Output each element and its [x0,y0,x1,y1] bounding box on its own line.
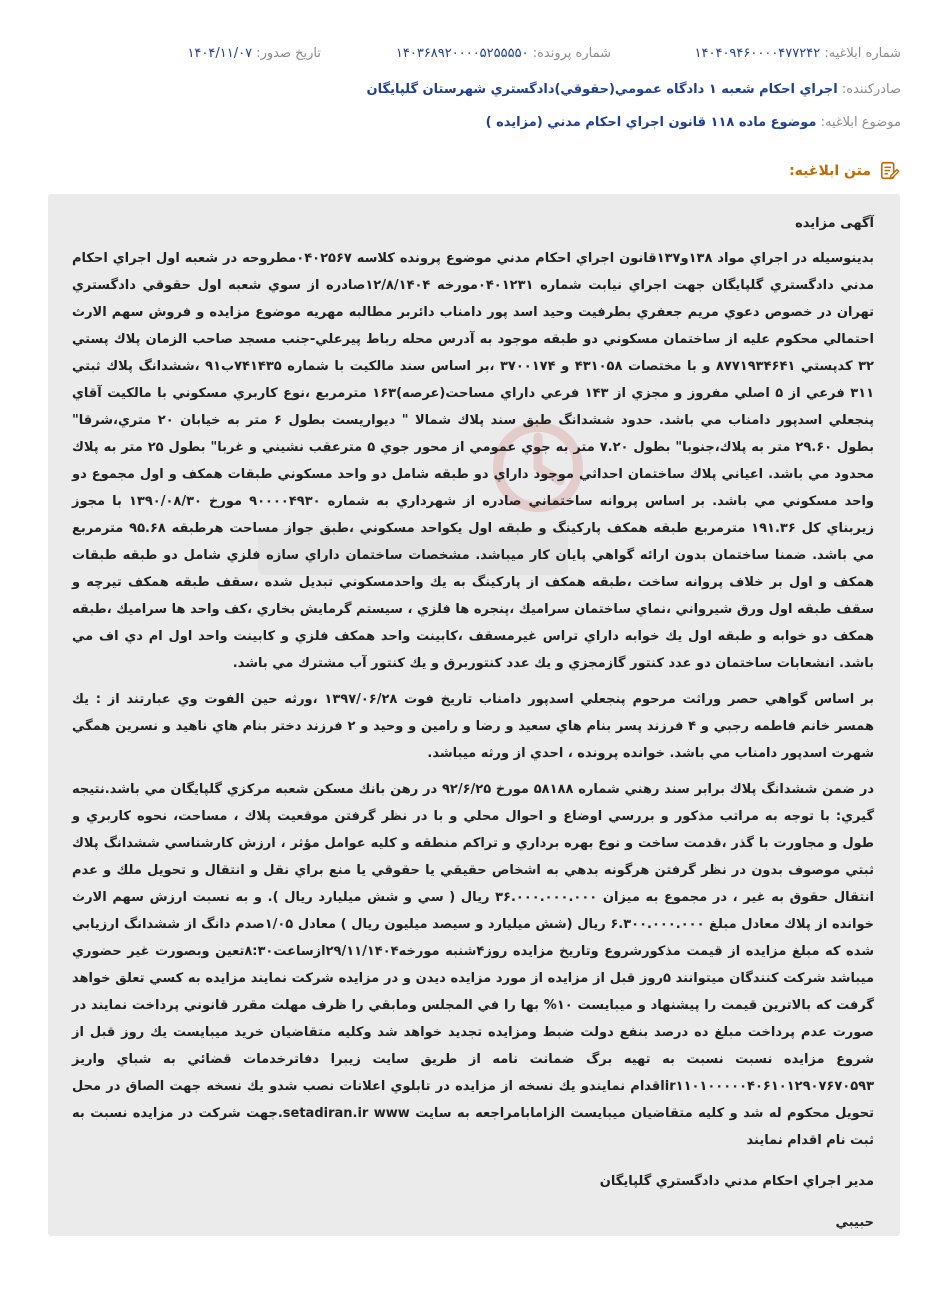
case-number: شماره پرونده: ۱۴۰۳۶۸۹۲۰۰۰۰۵۲۵۵۵۵۰ [395,46,611,61]
paragraph-terms: در ضمن ششدانگ پلاك برابر سند رهني شماره ۵۸۱۸۸ مورخ ۹۲/۶/۲۵ در رهن بانك مسكن شعبه مركزي گلپايگان مي باشد.نتيجه گيري: با توجه به مراتب مذكور و بررسي اوضاع و احوال محلي و با در نظر گرفتن موقعيت پلاك ، مساحت، نحوه كاربري و طول و مجاورت با گذر ،قدمت ساخت و نوع بهره برداري و تراكم منطقه و كليه عوامل مؤثر ، ارزش كارشناسي ششدانگ پلاك ثبتي موصوف بدون در نظر گرفتن هرگونه بدهي به اشخاص حقيقي يا حقوقي يا منع براي نقل و انتقال و تحويل ملك و عدم انتقال حقوق به غير ، در مجموع به ميزان ۳۶.۰۰۰.۰۰۰.۰۰۰ ريال ( سي و شش ميليارد ريال ). و به نسبت ارزش سهم الارث خوانده از پلاك معادل مبلغ ۶.۳۰۰.۰۰۰.۰۰۰ ريال (شش ميليارد و سيصد ميليون ريال ) معادل ۱/۰۵صدم دانگ از ششدانگ ارزيابي شده كه مبلغ مزايده از قيمت مذكورشروع وتاريخ مزايده روز۴شنبه مورخه۲۹/۱۱/۱۴۰۴ازساعت۸:۳۰تعين وبصورت غير حضوري ميباشد شركت كنندگان ميتوانند ۵روز قبل از مزايده از مورد مزايده ديدن و در مزايده شركت نمايند مزايده به كسي تعلق خواهد گرفت كه بالاترين قيمت را پيشنهاد و ميبايست ۱۰% بها را في المجلس ومابقي را ظرف مهلت مقرر قانوني پرداخت نمايند در صورت عدم پرداخت مبلغ ده درصد بنفع دولت ضبط ومزايده تجديد خواهد شد وكليه متقاضيان خريد ميبايست يك روز قبل از شروع مزايده نسبت نسبت به تهيه برگ ضمانت نامه از طريق سايت زيبرا دفاترخدمات قضائي به شباي واريز ir۱۱۰۱۰۰۰۰۰۴۰۶۱۰۱۲۹۰۷۶۷۰۵۹۳اقدام نمايندو يك نسخه از مزايده در تابلوي اعلانات نصب شدو يك نسخه جهت الصاق در محل تحويل محكوم له شد و كليه متقاضيان ميبايست الزامابامراجعه به سايت setadiran.ir www.جهت شركت در مزايده نسبت به ثبت نام اقدام نمايند [72,782,875,1148]
signature-name: حبيبي [835,1215,874,1230]
paragraph-heirs: بر اساس گواهي حصر وراثت مرحوم پنجعلي اسدپور دامناب تاريخ فوت ۱۳۹۷/۰۶/۲۸ ،ورثه حين الفوت وي عبارتند از : يك همسر خانم فاطمه رجبي و ۴ فرزند پسر بنام هاي سعيد و رضا و رامين و وحيد و ۲ فرزند دختر بنام هاي ناهيد و نسرين همگي شهرت اسدپور دامناب مي باشد. خوانده پرونده ، احدي از ورثه ميباشد. [72,692,874,761]
issuer-value: اجراي احكام شعبه ۱ دادگاه عمومي(حقوقي)دادگستري شهرستان گلپايگان [366,82,838,97]
paragraph-property: بدينوسيله در اجراي مواد ۱۳۸و۱۳۷قانون اجراي احكام مدني موضوع پرونده كلاسه ۰۴۰۲۵۶۷مطروحه در شعبه اول اجراي احكام مدني دادگستري گلپايگان جهت اجراي نيابت شماره ۰۴۰۱۲۳۱مورخه ۱۲/۸/۱۴۰۴صادره از سوي شعبه اول حقوقي دادگستري تهران در خصوص دعوي مريم جعفري بطرفيت وحيد اسد پور دامناب دائربر مطالبه مهريه موضوع مزايده و فروش سهم الارث احتمالي محكوم عليه از ساختمان مسكوني دو طبقه موجود به آدرس محله رباط پيرعلي-جنب مسجد صاحب الزمان پلاك پستي ۳۲ كدپستي ۸۷۷۱۹۳۴۶۴۱ و با مختصات ۴۳۱۰۵۸ و ۳۷۰۰۱۷۴ ،بر اساس سند مالكيت با شماره ۷۴۱۴۳۵ب۹۱ ،ششدانگ پلاك ثبتي ۳۱۱ فرعي از ۵ اصلي مفروز و مجزي از ۱۴۳ فرعي داراي مساحت(عرصه)۱۶۳ مترمربع ،نوع كاربري مسكوني با مالكيت آقاي پنجعلي اسدپور دامناب مي باشد. حدود ششدانگ طبق سند پلاك شمالا " ديواريست بطول ۶ متر به خيابان ۲۰ متري،شرقا" بطول ۲۹.۶۰ متر به پلاك،جنوبا" بطول ۷.۲۰ متر به جوي عمومي از محور جوي ۵ مترعقب نشيني و غربا" بطول ۲۵ متر به پلاك محدود مي باشد. اعياني پلاك ساختمان احداثي موجود داراي دو طبقه شامل دو واحد مسكوني طبقات همكف و اول مجموع دو واحد مسكوني مي باشد. بر اساس پروانه ساختماني صادره از شهرداري به شماره ۹۰۰۰۰۴۹۳۰ مورخ ۱۳۹۰/۰۸/۳۰ با مجوز زيربناي كل ۱۹۱.۳۶ مترمربع طبقه همكف پاركينگ و طبقه اول يكواحد مسكوني ،طبق جواز مساحت هرطبقه ۹۵.۶۸ مترمربع مي باشد. ضمنا ساختمان بدون ارائه گواهي پايان كار ميباشد. مشخصات ساختمان داراي سازه فلزي شامل دو طبقه طبقات همكف و اول بر خلاف پروانه ساخت ،طبقه همكف از پاركينگ به يك واحدمسكوني تبديل شده ،سقف طبقه همكف تيرچه و سقف طبقه اول ورق شيرواني ،نماي ساختمان سراميك ،پنجره ها فلزي ، سيستم گرمايش بخاري ،كف واحد ها سراميك ،طبقه همكف دو خوابه و طبقه اول يك خوابه داراي تراس غيرمسقف ،كابينت واحد همكف فلزي و كابينت واحد اول ام دي اف مي باشد. انشعابات ساختمان دو عدد كنتور گازمجزي و يك عدد كنتوربرق و يك كنتور آب مشترك مي باشد. [72,251,875,671]
issuer-line: صادرکننده: اجراي احكام شعبه ۱ دادگاه عمومي(حقوقي)دادگستري شهرستان گلپايگان [366,82,901,97]
subject-value: موضوع ماده ۱۱۸ قانون اجراي احكام مدني (مزايده ) [485,115,817,130]
subject-line: موضوع ابلاغیه: موضوع ماده ۱۱۸ قانون اجراي احكام مدني (مزايده ) [485,115,901,130]
signature-title: مدير اجراي احكام مدني دادگستري گلپايگان [599,1174,874,1189]
notice-text-box [48,194,900,1236]
notice-number: شماره ابلاغیه: ۱۴۰۴۰۹۴۶۰۰۰۰۴۷۷۲۴۲ [694,46,901,61]
notice-text-header [789,160,901,182]
auction-heading: آگهی مزایده [795,216,874,231]
issue-date: تاریخ صدور: ۱۴۰۴/۱۱/۰۷ [187,46,321,61]
notice-meta-bar [21,46,901,68]
document-edit-icon [879,160,901,182]
notice-body [72,210,874,1236]
notice-text-title: متن ابلاغیه: [789,163,871,179]
